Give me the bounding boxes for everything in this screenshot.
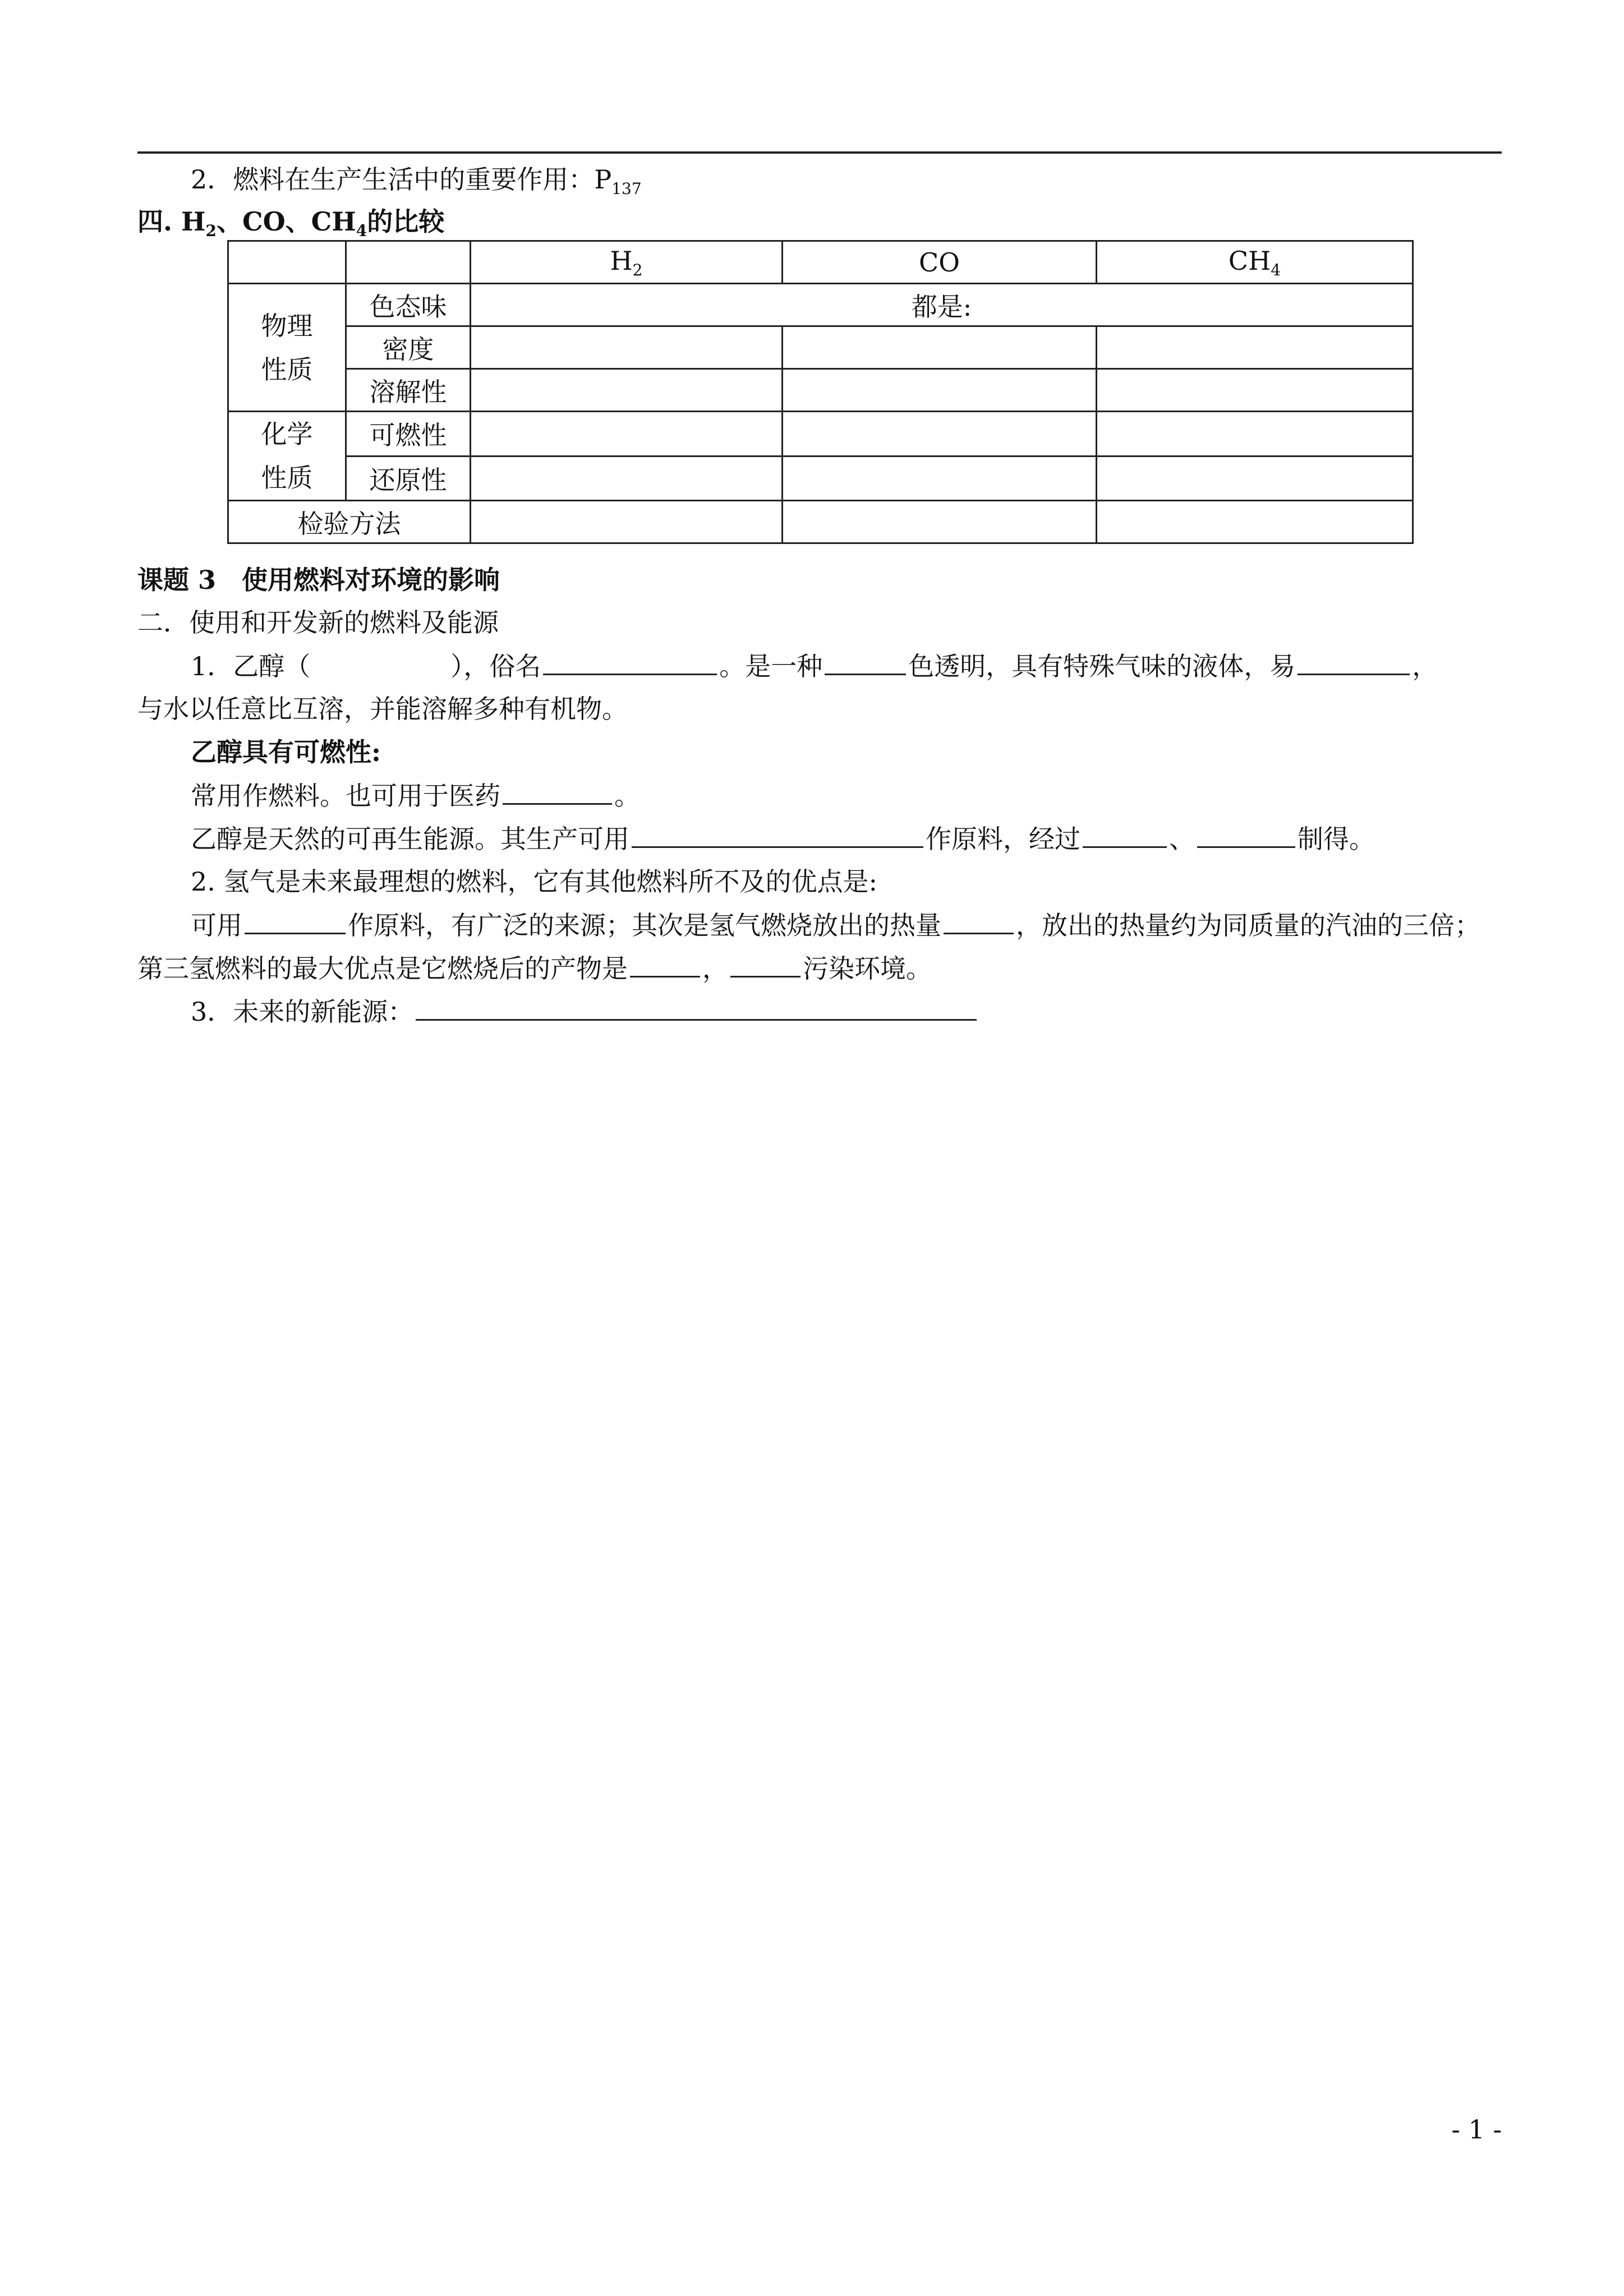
blank-property[interactable] [1298, 649, 1410, 675]
table-row [228, 412, 1413, 457]
header-h2: $H_2$ [471, 241, 783, 284]
row-label-reducibility: 还原性 [346, 456, 471, 501]
answer-cell [471, 456, 783, 501]
row-label-color-smell: 色态味 [346, 284, 471, 326]
blank-product[interactable] [630, 951, 700, 978]
hydrogen-line-2: 可用 作原料，有广泛的来源；其次是氢气燃烧放出的热量 ，放出的热量约为同质量的汽油的三倍； [191, 908, 1480, 942]
table-corner-cell [228, 241, 346, 284]
blank-medical-use[interactable] [503, 778, 612, 805]
new-energy-line: 3．未来的新能源： [191, 994, 979, 1029]
lesson-3-title: 课题 3 使用燃料对环境的影响 [137, 565, 500, 595]
answer-cell [1097, 369, 1413, 412]
answer-cell [1097, 412, 1413, 457]
table-row [228, 369, 1413, 412]
ethanol-line-5: 乙醇是天然的可再生能源。其生产可用 作原料，经过 、 制得。 [191, 822, 1375, 856]
blank-raw-material[interactable] [632, 822, 923, 848]
row-label-test-method: 检验方法 [228, 501, 471, 543]
table-corner-cell [346, 241, 471, 284]
table-row [228, 501, 1413, 543]
hydrogen-line-3: 第三氢燃料的最大优点是它燃烧后的产物是 ， 污染环境。 [137, 951, 932, 985]
table-row [228, 456, 1413, 501]
section-4-title: 四. $H_2$、CO、$CH_4$的比较 [137, 206, 445, 240]
answer-cell [783, 326, 1097, 369]
blank-process-1[interactable] [1083, 822, 1167, 848]
ethanol-line-2: 与水以任意比互溶，并能溶解多种有机物。 [137, 694, 628, 724]
answer-cell [1097, 456, 1413, 501]
header-rule [137, 151, 1502, 154]
answer-cell [1097, 326, 1413, 369]
section-2-title: 二．使用和开发新的燃料及能源 [137, 607, 499, 638]
row-label-flammability: 可燃性 [346, 412, 471, 457]
answer-cell [1097, 501, 1413, 543]
color-smell-shared-cell: 都是: [471, 284, 1413, 326]
answer-cell [471, 369, 783, 412]
blank-process-2[interactable] [1197, 822, 1295, 848]
blank-new-energy[interactable] [416, 994, 977, 1021]
table-header-row [228, 241, 1413, 284]
group-physical-properties: 物理 性质 [228, 284, 346, 412]
answer-cell [783, 412, 1097, 457]
blank-heat[interactable] [944, 908, 1014, 934]
table-row [228, 284, 1413, 326]
ethanol-line-4: 常用作燃料。也可用于医药 。 [191, 778, 640, 813]
fuel-importance-line: 2．燃料在生产生活中的重要作用：$P_{137}$ [191, 164, 642, 198]
answer-cell [471, 412, 783, 457]
row-label-density: 密度 [346, 326, 471, 369]
header-ch4: $CH_4$ [1097, 241, 1413, 284]
answer-cell [783, 369, 1097, 412]
blank-pollution[interactable] [730, 951, 801, 978]
answer-cell [783, 456, 1097, 501]
page-number: - 1 - [1451, 2114, 1502, 2145]
hydrogen-line-1: 2. 氢气是未来最理想的燃料，它有其他燃料所不及的优点是: [191, 866, 878, 897]
group-chemical-properties: 化学 性质 [228, 412, 346, 501]
table-row [228, 326, 1413, 369]
ethanol-line-1: 1．乙醇（ ），俗名 。是一种 色透明，具有特殊气味的液体，易 ， [191, 649, 1438, 683]
answer-cell [471, 501, 783, 543]
ethanol-flammability-heading: 乙醇具有可燃性: [191, 737, 381, 767]
comparison-table [227, 240, 1414, 544]
header-co: CO [783, 241, 1097, 284]
blank-common-name[interactable] [543, 649, 717, 675]
blank-hydrogen-source[interactable] [245, 908, 346, 934]
row-label-solubility: 溶解性 [346, 369, 471, 412]
answer-cell [783, 501, 1097, 543]
answer-cell [471, 326, 783, 369]
blank-color[interactable] [825, 649, 906, 675]
